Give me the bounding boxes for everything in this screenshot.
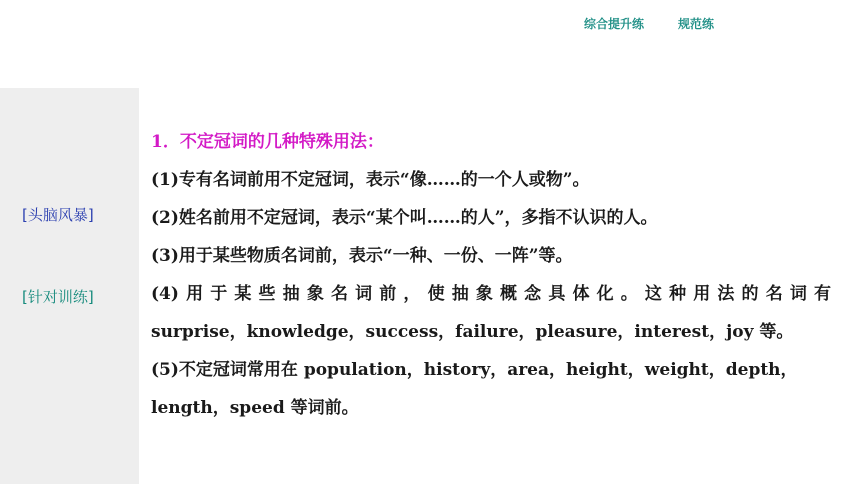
body-line: (5)不定冠词常用在 population，history，area，height，weight，depth， [151,360,798,380]
body-line: surprise，knowledge，success，failure，pleasure，interest，joy 等。 [151,322,794,342]
body-line: (2)姓名前用不定冠词，表示“某个叫……的人”，多指不认识的人。 [151,208,658,228]
tab-standard-practice[interactable]: 规范练 [678,17,715,31]
body-line: length，speed 等词前。 [151,398,359,418]
top-tabs [584,15,714,32]
sidebar-item-targeted-training[interactable]: [针对训练] [22,288,94,306]
tab-comprehensive-practice[interactable]: 综合提升练 [584,17,645,31]
body-line: (3)用于某些物质名词前，表示“一种、一份、一阵”等。 [151,246,573,266]
body-line: (1)专有名词前用不定冠词，表示“像……的一个人或物”。 [151,170,590,190]
sidebar-item-brainstorm[interactable]: [头脑风暴] [22,206,94,224]
section-heading: 1．不定冠词的几种特殊用法： [151,132,384,152]
body-line: (4)用于某些抽象名词前，使抽象概念具体化。这种用法的名词有 [151,284,831,304]
sidebar [0,88,139,484]
main-content [151,128,831,427]
